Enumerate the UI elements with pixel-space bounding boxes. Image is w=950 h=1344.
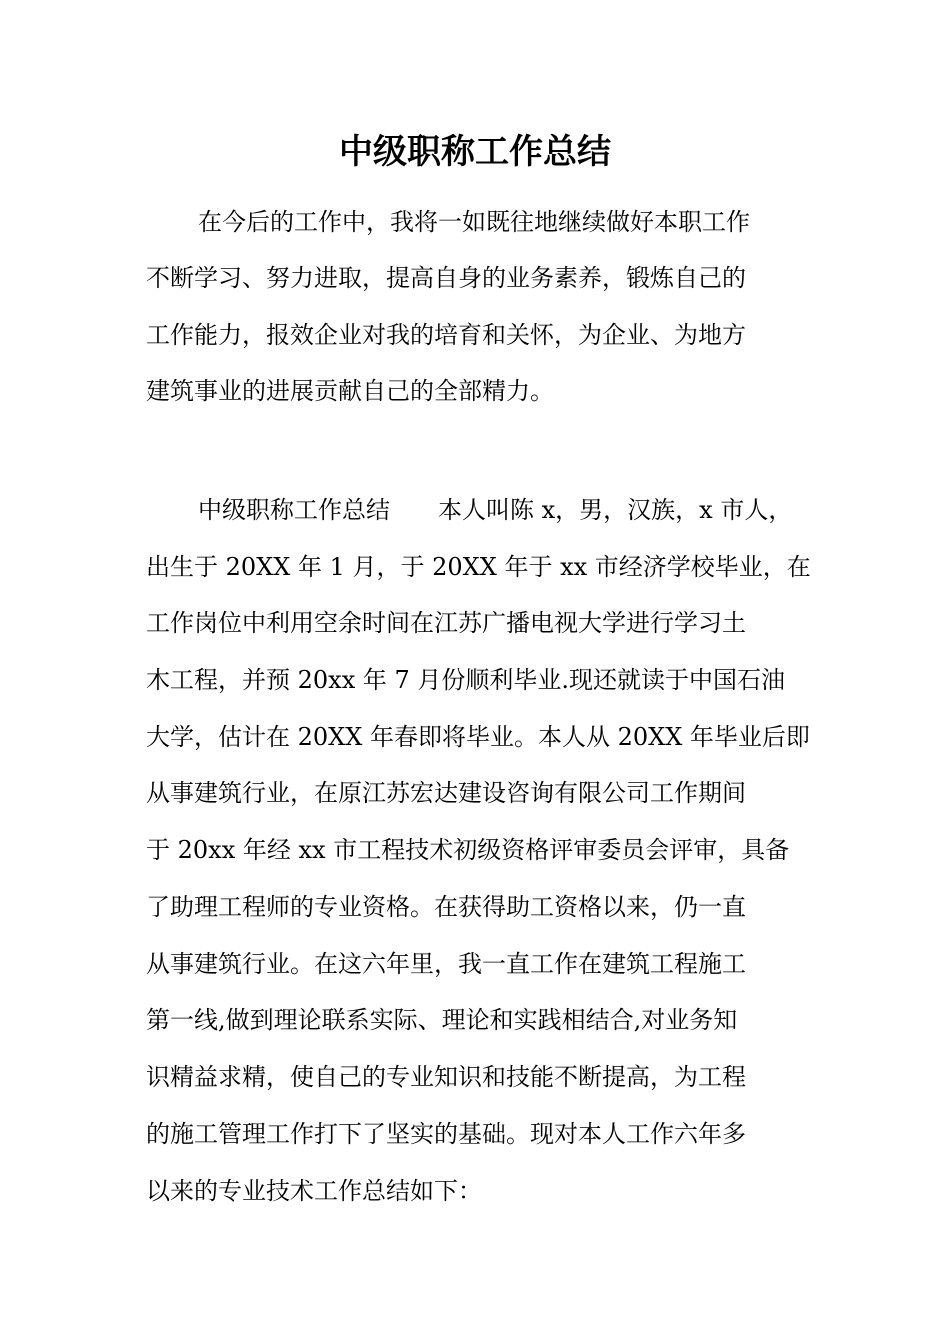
paragraph-line: 从事建筑行业，在原江苏宏达建设咨询有限公司工作期间	[146, 779, 746, 807]
paragraph-line: 识精益求精，使自己的专业知识和技能不断提高，为工程	[146, 1063, 746, 1091]
paragraph-line: 的施工管理工作打下了坚实的基础。现对本人工作六年多	[146, 1120, 746, 1148]
paragraph-line: 工作能力，报效企业对我的培育和关怀，为企业、为地方	[146, 321, 746, 349]
paragraph-line: 中级职称工作总结 本人叫陈 x，男，汉族，x 市人，	[198, 496, 793, 524]
paragraph-line: 出生于 20XX 年 1 月，于 20XX 年于 xx 市经济学校毕业，在	[146, 553, 811, 581]
paragraph-line: 在今后的工作中，我将一如既往地继续做好本职工作	[198, 208, 750, 236]
paragraph-line: 建筑事业的进展贡献自己的全部精力。	[146, 377, 554, 405]
paragraph-line: 木工程，并预 20xx 年 7 月份顺利毕业.现还就读于中国石油	[146, 666, 786, 694]
paragraph-line: 不断学习、努力进取，提高自身的业务素养，锻炼自己的	[146, 264, 746, 292]
document-title: 中级职称工作总结	[339, 132, 611, 172]
paragraph-line: 大学，估计在 20XX 年春即将毕业。本人从 20XX 年毕业后即	[146, 723, 810, 751]
paragraph-line: 于 20xx 年经 xx 市工程技术初级资格评审委员会评审，具备	[146, 836, 790, 864]
paragraph-line: 了助理工程师的专业资格。在获得助工资格以来，仍一直	[146, 893, 746, 921]
paragraph-line: 从事建筑行业。在这六年里，我一直工作在建筑工程施工	[146, 950, 746, 978]
paragraph-line: 第一线,做到理论联系实际、理论和实践相结合,对业务知	[146, 1006, 738, 1034]
paragraph-line: 工作岗位中利用空余时间在江苏广播电视大学进行学习土	[146, 609, 746, 637]
paragraph-line: 以来的专业技术工作总结如下：	[146, 1177, 482, 1205]
